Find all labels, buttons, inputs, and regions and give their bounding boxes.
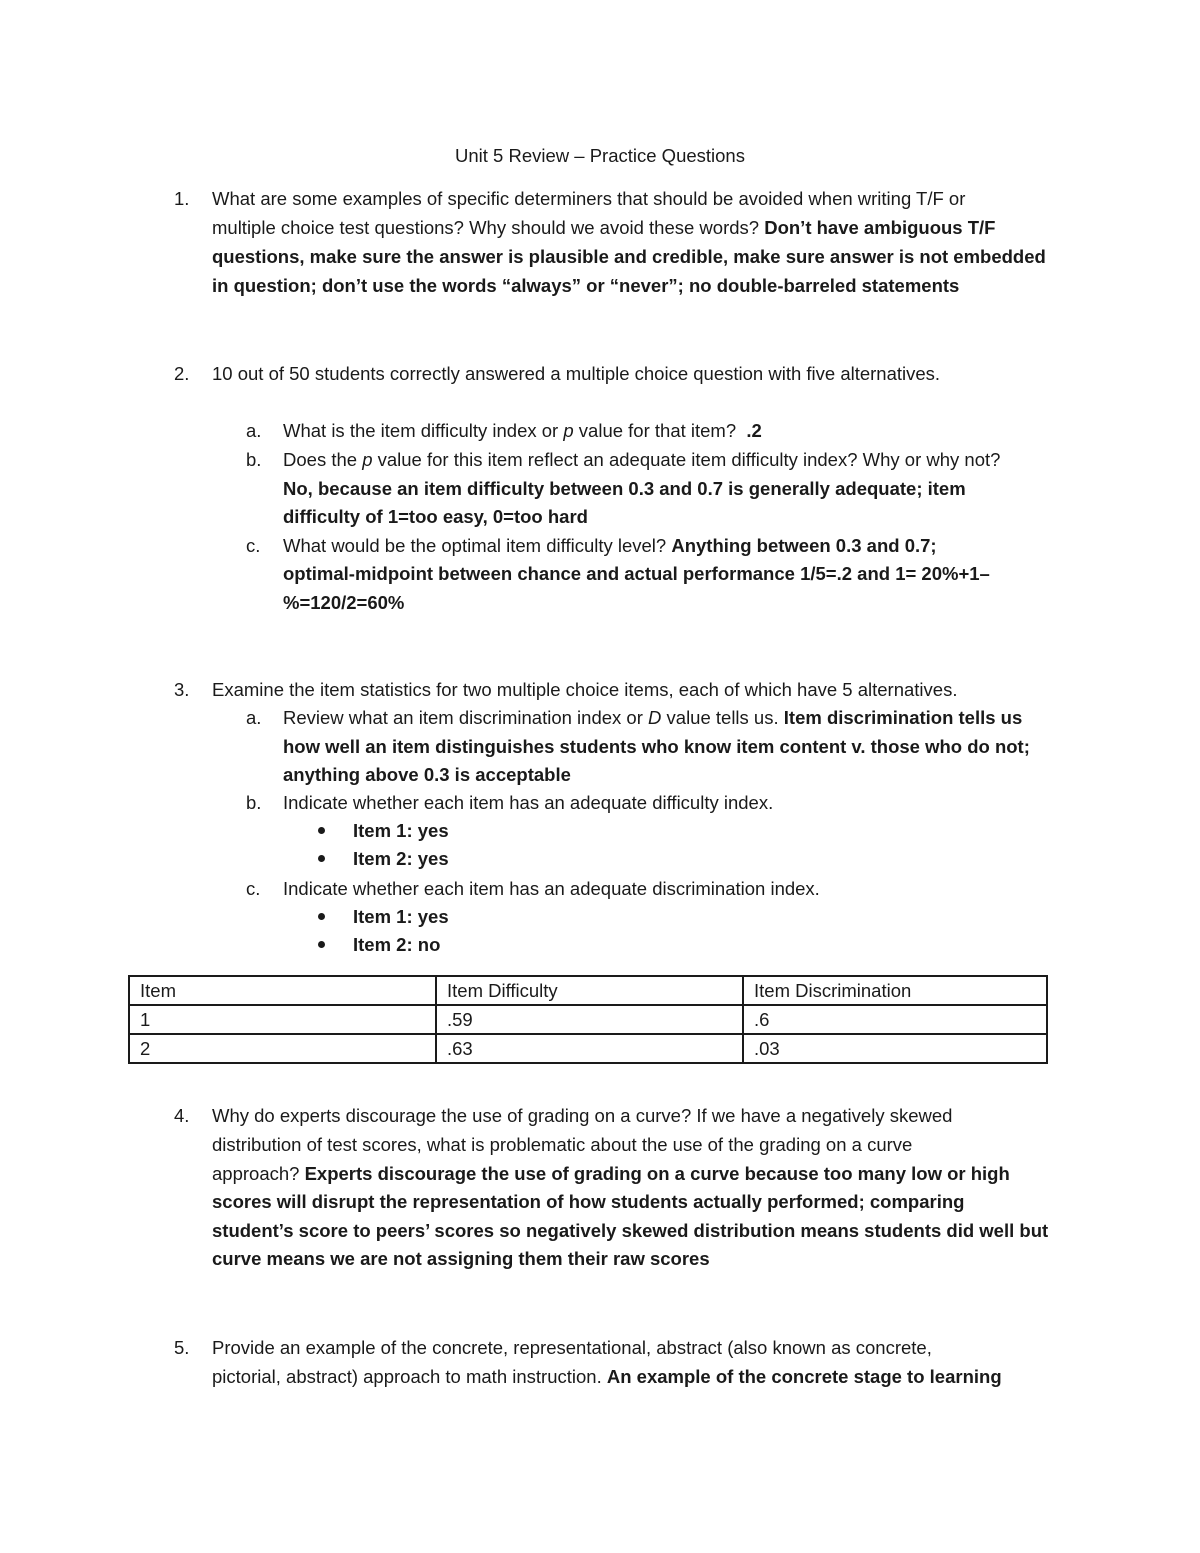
table-header: Item <box>129 976 436 1005</box>
answer-text: how well an item distinguishes students who know item content v. those who do not; <box>283 736 1030 757</box>
subquestion-c: Indicate whether each item has an adequate discrimination index. <box>283 878 820 899</box>
table-cell: .03 <box>743 1034 1047 1063</box>
subquestion-b: Does the p value for this item reflect an adequate item difficulty index? Why or why not? <box>283 449 1001 470</box>
answer-text: %=120/2=60% <box>283 592 405 613</box>
subquestion-a: Review what an item discrimination index or D value tells us. Item discrimination tells us <box>283 707 1023 728</box>
question-number: 1. <box>174 188 190 209</box>
question-text: Examine the item statistics for two multiple choice items, each of which have 5 alternatives. <box>212 679 958 700</box>
answer-text: curve means we are not assigning them their raw scores <box>212 1248 710 1269</box>
answer-text: optimal-midpoint between chance and actual performance 1/5=.2 and 1= 20%+1– <box>283 563 990 584</box>
subquestion-letter: b. <box>246 792 262 813</box>
subquestion-letter: c. <box>246 878 261 899</box>
answer-text: Don’t have ambiguous T/F <box>764 217 996 238</box>
question-text: 10 out of 50 students correctly answered a multiple choice question with five alternatives. <box>212 363 941 384</box>
question-text: pictorial, abstract) approach to math instruction. An example of the concrete stage to learning <box>212 1366 1002 1387</box>
page-title: Unit 5 Review – Practice Questions <box>455 145 745 166</box>
subquestion-c: What would be the optimal item difficulty level? Anything between 0.3 and 0.7; <box>283 535 937 556</box>
table-cell: .63 <box>436 1034 743 1063</box>
answer-text: Item discrimination tells us <box>783 707 1023 728</box>
answer-text: scores will disrupt the representation of how students actually performed; comparing <box>212 1191 965 1212</box>
answer-text: An example of the concrete stage to learning <box>606 1366 1002 1387</box>
table-cell: 2 <box>129 1034 436 1063</box>
question-text: Why do experts discourage the use of grading on a curve? If we have a negatively skewed <box>212 1105 953 1126</box>
bullet-icon <box>318 827 325 834</box>
table-header-row <box>129 976 1047 1005</box>
answer-text: Anything between 0.3 and 0.7; <box>671 535 937 556</box>
bullet-icon <box>318 941 325 948</box>
question-number: 5. <box>174 1337 190 1358</box>
bullet-answer: Item 1: yes <box>353 820 449 841</box>
bullet-answer: Item 2: no <box>353 934 441 955</box>
table-cell: .59 <box>436 1005 743 1034</box>
question-number: 2. <box>174 363 190 384</box>
answer-text: Experts discourage the use of grading on a curve because too many low or high <box>304 1163 1010 1184</box>
answer-text: questions, make sure the answer is plausible and credible, make sure answer is not embedded <box>212 246 1046 267</box>
question-text: approach? Experts discourage the use of grading on a curve because too many low or high <box>212 1163 1010 1184</box>
table-cell: 1 <box>129 1005 436 1034</box>
bullet-icon <box>318 855 325 862</box>
question-text: Provide an example of the concrete, representational, abstract (also known as concrete, <box>212 1337 932 1358</box>
subquestion-letter: a. <box>246 420 262 441</box>
bullet-answer: Item 1: yes <box>353 906 449 927</box>
question-text: multiple choice test questions? Why should we avoid these words? Don’t have ambiguous T/F <box>212 217 996 238</box>
subquestion-letter: c. <box>246 535 261 556</box>
answer-text: No, because an item difficulty between 0.3 and 0.7 is generally adequate; item <box>283 478 966 499</box>
table-row <box>129 1034 1047 1063</box>
subquestion-letter: b. <box>246 449 262 470</box>
answer-text: in question; don’t use the words “always” or “never”; no double-barreled statements <box>212 275 960 296</box>
answer-text: anything above 0.3 is acceptable <box>283 764 571 785</box>
bullet-answer: Item 2: yes <box>353 848 449 869</box>
answer-text: .2 <box>746 420 762 441</box>
table-cell: .6 <box>743 1005 1047 1034</box>
answer-text: difficulty of 1=too easy, 0=too hard <box>283 506 588 527</box>
table-header: Item Difficulty <box>436 976 743 1005</box>
question-number: 3. <box>174 679 190 700</box>
question-text: distribution of test scores, what is problematic about the use of the grading on a curve <box>212 1134 913 1155</box>
subquestion-a: What is the item difficulty index or p value for that item? .2 <box>283 420 762 441</box>
table-row <box>129 1005 1047 1034</box>
answer-text: student’s score to peers’ scores so negatively skewed distribution means students did well but <box>212 1220 1049 1241</box>
table-header: Item Discrimination <box>743 976 1047 1005</box>
question-text: What are some examples of specific determiners that should be avoided when writing T/F or <box>212 188 966 209</box>
question-number: 4. <box>174 1105 190 1126</box>
bullet-icon <box>318 913 325 920</box>
subquestion-b: Indicate whether each item has an adequate difficulty index. <box>283 792 774 813</box>
item-statistics-table <box>128 975 1048 1064</box>
subquestion-letter: a. <box>246 707 262 728</box>
